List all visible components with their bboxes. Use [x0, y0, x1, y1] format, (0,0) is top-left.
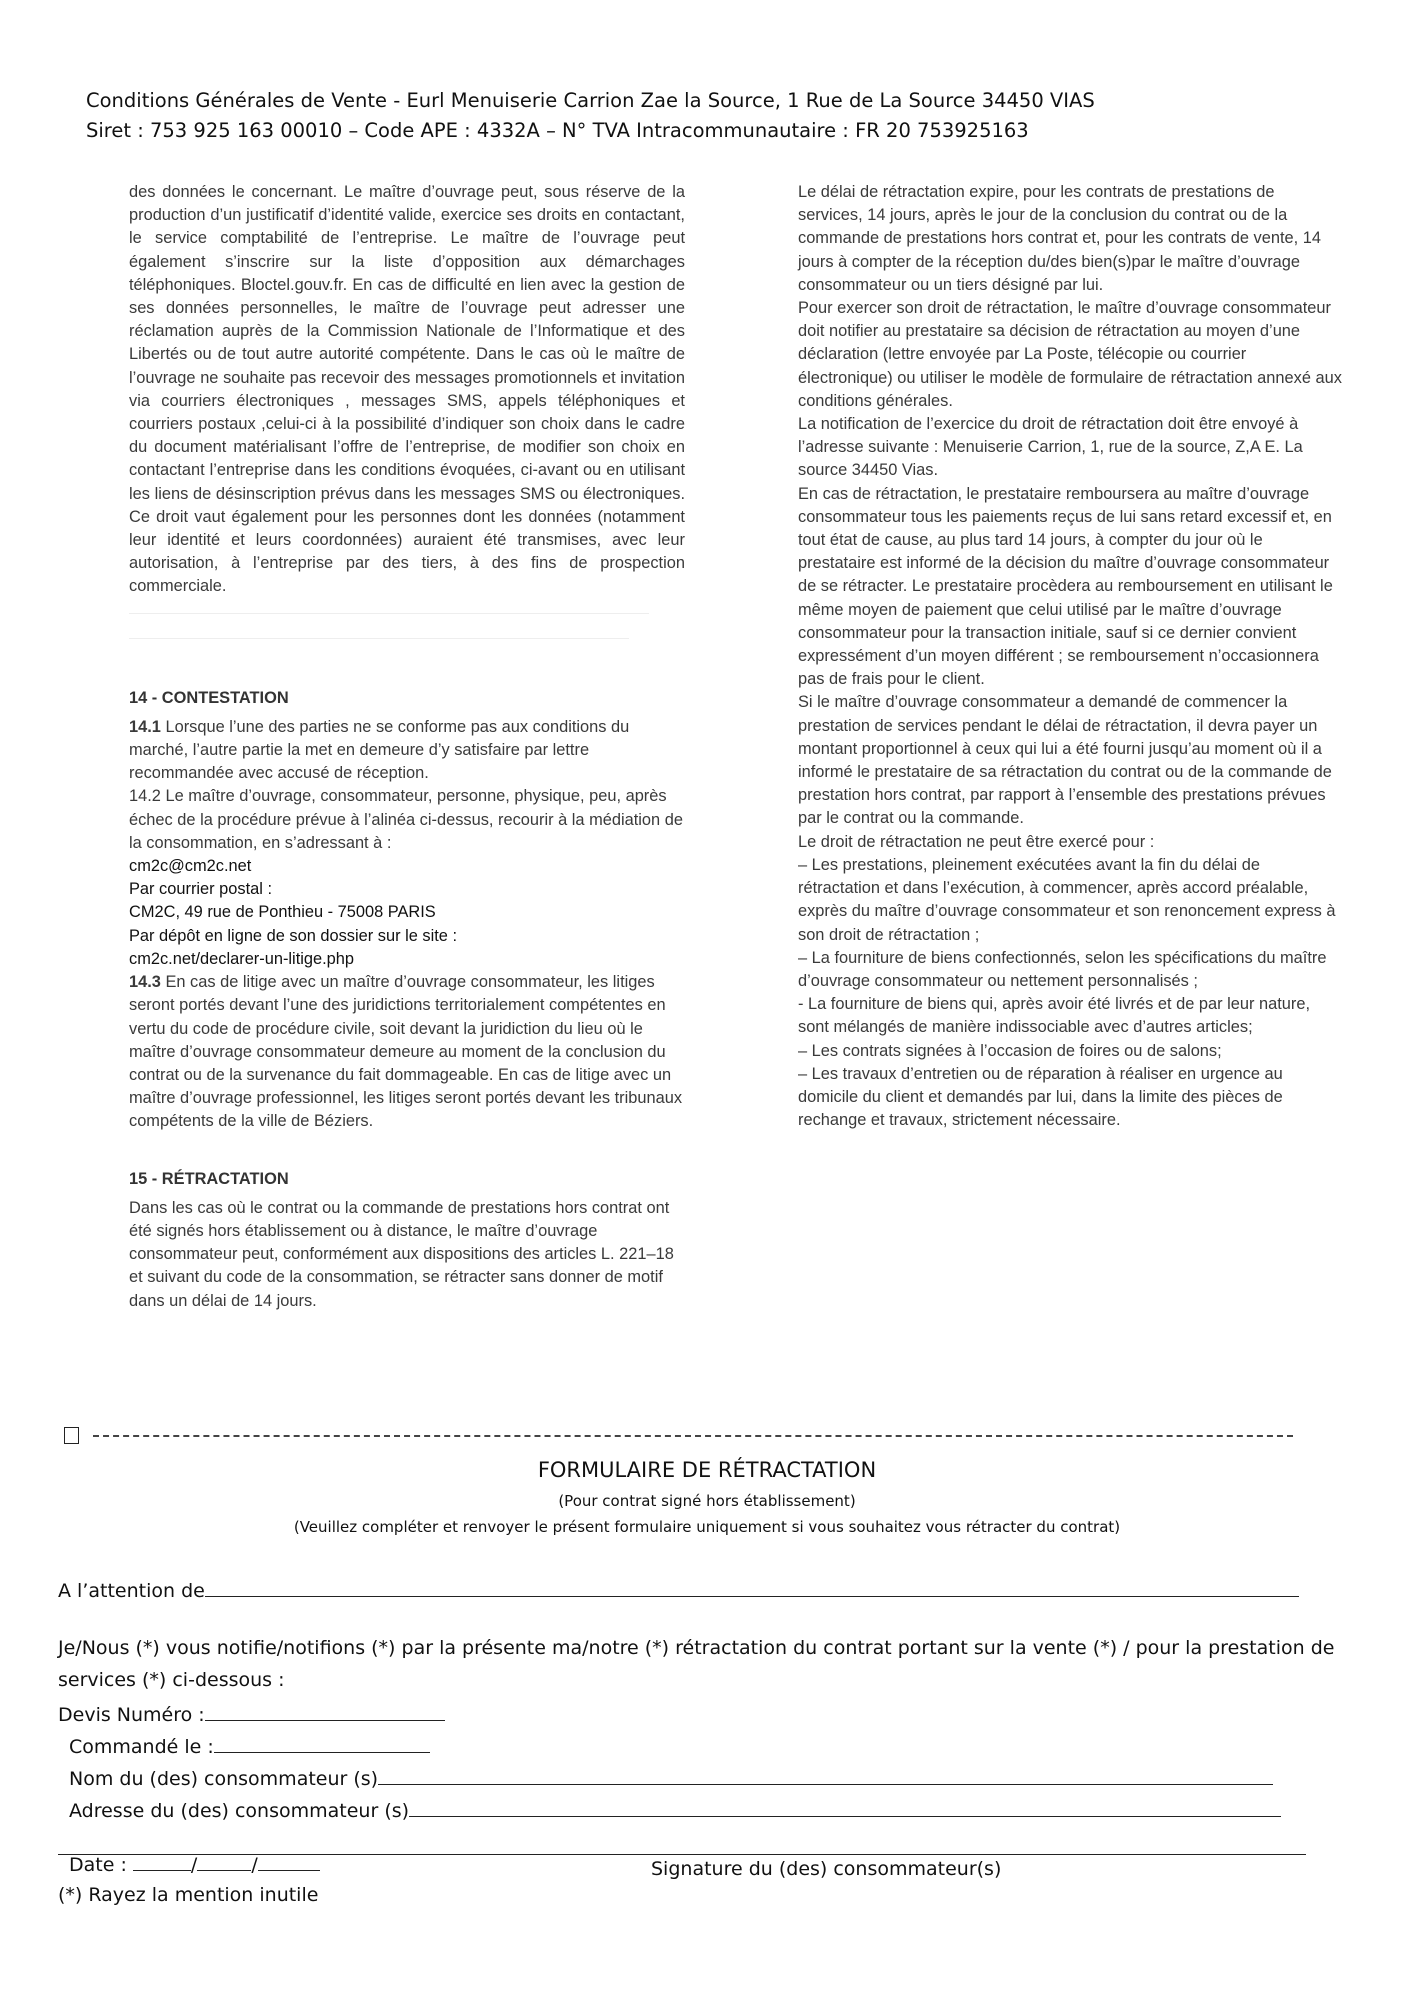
online-url: cm2c.net/declarer-un-litige.php	[129, 949, 355, 968]
commande-blank[interactable]	[214, 1734, 430, 1753]
adresse-field[interactable]	[69, 1798, 1281, 1822]
exclusion-item: – Les travaux d’entretien ou de réparation à réaliser en urgence au domicile du client et demandés par lui, dans la limite des pièces de rechange et travaux, strictement nécessaire.	[798, 1064, 1283, 1130]
section-15-title: 15 - RÉTRACTATION	[129, 1169, 289, 1188]
section-14-1	[129, 716, 685, 786]
header-registration-line: Siret : 753 925 163 00010 – Code APE : 4332A – N° TVA Intracommunautaire : FR 20 753925163	[86, 119, 1029, 142]
refund-paragraph: En cas de rétractation, le prestataire remboursera au maître d’ouvrage consommateur tous les paiements reçus de lui sans retard excessif et, en tout état de cause, au plus tard 14 jours, à compter du jour où le prestataire est informé de la décision du maître d’ouvrage consommateur de se rétracter. Le prestataire procèdera au remboursement en utilisant le même moyen de paiement que celui utilisé par le maître d’ouvrage consommateur pour la transaction initiale, sauf si ce dernier convient expressément d’un moyen différent ; se remboursement n’occasionnera pas de frais pour le client.	[798, 484, 1333, 689]
section-14-1-text: Lorsque l’une des parties ne se conforme pas aux conditions du marché, l’autre partie la met en demeure d’y satisfaire par lettre recommandée avec accusé de réception.	[129, 717, 630, 783]
signature-label: Signature du (des) consommateur(s)	[651, 1858, 1002, 1880]
exclusion-item: – Les contrats signées à l’occasion de foires ou de salons;	[798, 1041, 1222, 1060]
devis-field[interactable]	[58, 1702, 445, 1726]
devis-label: Devis Numéro :	[58, 1704, 205, 1726]
retraction-deadline-paragraph: Le délai de rétractation expire, pour les contrats de prestations de services, 14 jours, après le jour de la conclusion du contrat ou de la commande de prestations hors contrat et, pour les contrats de vente, 14 jours à compter de la réception du/des bien(s)par le maître d’ouvrage consommateur ou un tiers désigné par lui.	[798, 183, 1321, 294]
exclusion-item: – Les prestations, pleinement exécutées avant la fin du délai de rétractation et dans l’exécution, à commencer, après accord préalable, exprès du maître d’ouvrage consommateur et son renoncement express à son droit de rétractation ;	[798, 855, 1336, 944]
data-protection-paragraph: des données le concernant. Le maître d’ouvrage peut, sous réserve de la production d’un justificatif d’identité valide, exercice ses droits en contactant, le service comptabilité de l’entreprise. Le maître de l’ouvrage peut également s’inscrire sur la liste d’opposition aux démarchages téléphoniques. Bloctel.gouv.fr. En cas de difficulté en lien avec la gestion de ses données personnelles, le maître de l’ouvrage peut adresser une réclamation auprès de la Commission Nationale de l’Informatique et des Libertés ou de tout autre autorité compétente. Dans le cas où le maître de l’ouvrage ne souhaite pas recevoir des messages promotionnels et invitation via courriers électroniques , messages SMS, appels téléphoniques et courriers postaux ,celui-ci à la possibilité d’indiquer son choix dans le cadre du document matérialisant l’offre de l’entreprise, de modifier son choix en contactant l’entreprise dans les conditions évoquées, ci-avant ou en utilisant les liens de désinscription prévus dans les messages SMS ou électroniques. Ce droit vaut également pour les personnes dont les données (notamment leur identité et leurs coordonnées) auraient été transmises, avec leur autorisation, à l’entreprise par des tiers, à des fins de prospection commerciale.	[129, 183, 685, 596]
section-14-1-number: 14.1	[129, 717, 161, 736]
nom-blank[interactable]	[378, 1766, 1273, 1785]
commande-field[interactable]	[69, 1734, 430, 1758]
postal-label: Par courrier postal :	[129, 880, 273, 899]
left-column	[129, 181, 685, 1313]
section-15-text: Dans les cas où le contrat ou la commande de prestations hors contrat ont été signés hors établissement ou à distance, le maître d’ouvrage consommateur peut, conformément aux dispositions des articles L. 221–18 et suivant du code de la consommation, se rétracter sans donner de motif dans un délai de 14 jours.	[129, 1198, 674, 1310]
document-header	[86, 86, 1095, 146]
section-14-title: 14 - CONTESTATION	[129, 688, 289, 707]
commande-label: Commandé le :	[69, 1736, 214, 1758]
checkbox-icon	[64, 1427, 79, 1444]
retraction-address-paragraph: La notification de l’exercice du droit de rétractation doit être envoyé à l’adresse suivante : Menuiserie Carrion, 1, rue de la source, Z,A E. La source 34450 Vias.	[798, 415, 1303, 480]
adresse-label: Adresse du (des) consommateur (s)	[69, 1800, 410, 1822]
form-title: FORMULAIRE DE RÉTRACTATION	[537, 1458, 877, 1482]
mediator-email: cm2c@cm2c.net	[129, 857, 252, 876]
form-subtitle: (Pour contrat signé hors établissement)	[558, 1492, 856, 1510]
date-day-blank[interactable]	[133, 1852, 191, 1871]
date-year-blank[interactable]	[258, 1852, 320, 1871]
section-14-2: 14.2 Le maître d’ouvrage, consommateur, personne, physique, peu, après échec de la procédure prévue à l’alinéa ci-dessus, recourir à la médiation de la consommation, en s’adressant à :	[129, 787, 683, 852]
section-14-3-text: En cas de litige avec un maître d’ouvrage consommateur, les litiges seront portés devant l’une des juridictions territorialement compétentes en vertu du code de procédure civile, soit devant la juridiction du lieu où le maître d’ouvrage consommateur demeure au moment de la conclusion du contrat ou de la survenance du fait dommageable. En cas de litige avec un maître d’ouvrage professionnel, les litiges seront portés devant les tribunaux compétents de la ville de Béziers.	[129, 973, 683, 1131]
adresse-blank[interactable]	[409, 1798, 1281, 1817]
date-field[interactable]: Date : / /	[69, 1852, 320, 1876]
attention-field[interactable]	[58, 1578, 1299, 1602]
nom-label: Nom du (des) consommateur (s)	[69, 1768, 379, 1790]
section-14-3-number: 14.3	[129, 973, 161, 992]
notification-text: Je/Nous (*) vous notifie/notifions (*) par la présente ma/notre (*) rétractation du contrat portant sur la vente (*) / pour la prestation de services (*) ci-dessous :	[58, 1637, 1335, 1691]
date-month-blank[interactable]	[197, 1852, 251, 1871]
nom-field[interactable]	[69, 1766, 1273, 1790]
exclusion-item: - La fourniture de biens qui, après avoir été livrés et de par leur nature, sont mélangés de manière indissociable avec d’autres articles;	[798, 995, 1311, 1037]
attention-blank[interactable]	[205, 1578, 1299, 1597]
online-label: Par dépôt en ligne de son dossier sur le site :	[129, 926, 458, 945]
exclusion-item: – La fourniture de biens confectionnés, selon les spécifications du maître d’ouvrage consommateur ou nettement personnalisés ;	[798, 948, 1327, 990]
header-company-line: Conditions Générales de Vente - Eurl Menuiserie Carrion Zae la Source, 1 Rue de La Source 34450 VIAS	[86, 89, 1095, 112]
date-label: Date :	[69, 1854, 127, 1876]
postal-address: CM2C, 49 rue de Ponthieu - 75008 PARIS	[129, 903, 436, 922]
attention-label: A l’attention de	[58, 1580, 205, 1602]
exclusions-intro: Le droit de rétractation ne peut être exercé pour :	[798, 832, 1155, 851]
devis-blank[interactable]	[205, 1702, 445, 1721]
form-instructions: (Veuillez compléter et renvoyer le présent formulaire uniquement si vous souhaitez vous rétracter du contrat)	[293, 1518, 1121, 1536]
proportional-payment-paragraph: Si le maître d’ouvrage consommateur a demandé de commencer la prestation de services pendant le délai de rétractation, il devra payer un montant proportionnel à ceux qui lui a été fourni jusqu’au moment où il a informé le prestataire de sa rétractation du contrat ou de la commande de prestation hors contrat, par rapport à l’ensemble des prestations prévues par le contrat ou la commande.	[798, 693, 1332, 828]
right-column	[798, 181, 1342, 1132]
section-14-3	[129, 971, 685, 1133]
cut-line-separator	[64, 1425, 1334, 1445]
dashed-line	[93, 1435, 1293, 1437]
footnote: (*) Rayez la mention inutile	[58, 1884, 319, 1906]
retraction-exercise-paragraph: Pour exercer son droit de rétractation, le maître d’ouvrage consommateur doit notifier au prestataire sa décision de rétractation au moyen d’une déclaration (lettre envoyée par La Poste, télécopie ou courrier électronique) ou utiliser le modèle de formulaire de rétractation annexé aux conditions générales.	[798, 299, 1342, 410]
